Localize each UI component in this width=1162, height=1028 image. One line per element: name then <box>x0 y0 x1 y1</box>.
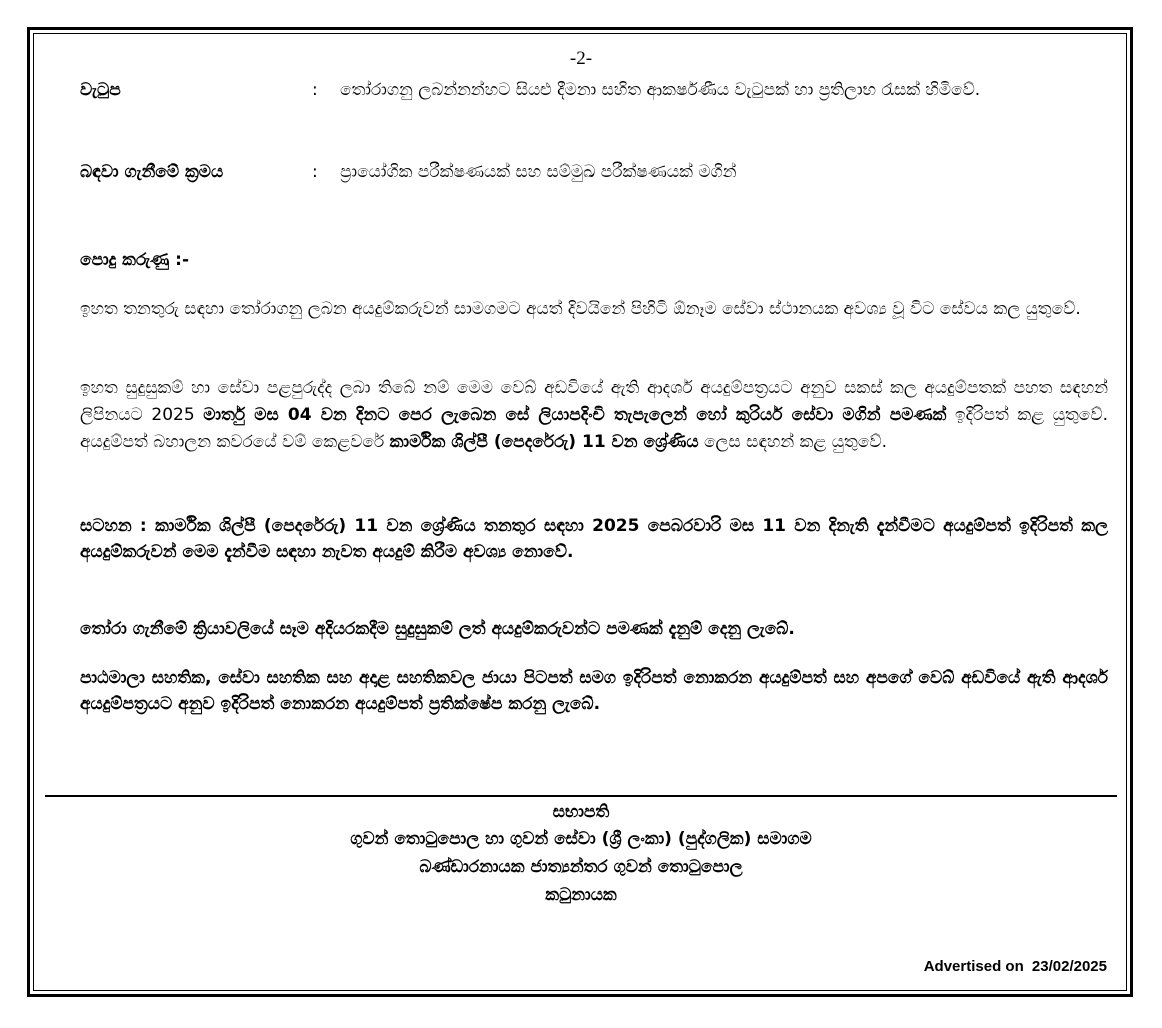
paragraph-application-instructions <box>80 375 1108 456</box>
salary-colon: : <box>312 80 318 100</box>
para2-post-name: කාර්මික ශිල්පී (පෙදරේරු) 11 වන ශ්‍රේණිය <box>389 432 699 452</box>
signature-location: කටුනායක <box>545 885 617 905</box>
recruitment-colon: : <box>312 162 318 182</box>
para2-deadline: මාර්තු මස 04 වන දිනට පෙර ලැබෙන සේ ලියාපදිංචි තැපැලෙන් හෝ කුරියර් සේවා මගින් පමණක් <box>203 405 947 425</box>
signature-company: ගුවන් තොටුපොල හා ගුවන් සේවා (ශ්‍රී ලංකා) (පුද්ගලික) සමාගම <box>350 829 812 849</box>
general-heading: පොදු කරුණු :- <box>80 250 190 270</box>
advertised-date: 23/02/2025 <box>1031 958 1107 975</box>
paragraph-service-location: ඉහත තනතුරු සඳහා තෝරාගනු ලබන අයදුම්කරුවන් සාමගමට අයත් දිවයිනේ පිහිටි ඕනෑම සේවා ස්ථානයක අවශ්‍ය වූ විට සේවය කල යුතුවේ. <box>80 299 1081 319</box>
page-number: -2- <box>569 48 593 69</box>
recruitment-label: බඳවා ගැනීමේ ක්‍රමය <box>80 162 224 182</box>
paragraph-note: සටහන : කාර්මික ශිල්පී (පෙදරේරු) 11 වන ශ්‍රේණිය තනතුර සඳහා 2025 පෙබරවාරි මස 11 වන දිනැති දැන්වීමට අයදුම්පත් ඉදිරිපත් කල අයදුම්කරුවන් මෙම දැන්වීම සඳහා නැවත අයදුම් කිරීම අවශ්‍ය නොවේ. <box>80 516 1108 562</box>
advertised-date-line <box>924 958 1107 975</box>
salary-value: තෝරාගනු ලබන්නන්හට සියළු දීමනා සහිත ආකර්ෂණීය වැටුපක් හා ප්‍රතිලාභ රැසක් හිමිවේ. <box>340 80 981 100</box>
signature-title: සභාපති <box>552 802 610 822</box>
paragraph-rejection: පාඨමාලා සහතික, සේවා සහතික සහ අදාළ සහතිකවල ජායා පිටපත් සමග ඉදිරිපත් නොකරන අයදුම්පත් සහ අපගේ වෙබ් අඩවියේ ඇති ආදර්ශ අයදුම්පත්‍රයට අනුව ඉදිරිපත් නොකරන අයදුම්පත් ප්‍රතික්ෂේප කරනු ලැබේ. <box>80 668 1108 714</box>
recruitment-value: ප්‍රායෝගික පරීක්ෂණයක් සහ සම්මුඛ පරීක්ෂණයක් මගින් <box>340 162 737 182</box>
paragraph-notification: තෝරා ගැනීමේ ක්‍රියාවලියේ සෑම අදියරකදීම සුදුසුකම් ලත් අයදුම්කරුවන්ට පමණක් දැනුම් දෙනු ලැබේ. <box>80 619 795 639</box>
para2-part1: ඉහත සුදුසුකම් හා සේවා පළපුරුද්ද ලබා තිබේ නම් මෙම වෙබ් අඩවියේ ඇති ආදර්ශ අයදුම්පත්‍රයට අනුව සකස් කල අයදුම්පතක් පහත සඳහන් ලිපිනයට <box>80 378 1108 425</box>
signature-airport: බණ්ඩාරනායක ජාත්‍යන්තර ගුවන් තොටුපොල <box>419 857 743 877</box>
para2-part5: ලෙස සඳහන් කළ යුතුවේ. <box>703 432 888 452</box>
signature-divider <box>45 795 1117 797</box>
para2-year: 2025 <box>151 405 195 425</box>
salary-row <box>80 78 1108 130</box>
salary-label: වැටුප <box>80 80 121 100</box>
para2-part3: ඉදිරිපත් කළ යුතුවේ. අයදුම්පත් බහාලන කවරයේ වම් කෙළවරේ <box>80 405 1109 452</box>
advertised-label: Advertised on <box>923 958 1024 975</box>
recruitment-row <box>80 160 1108 186</box>
